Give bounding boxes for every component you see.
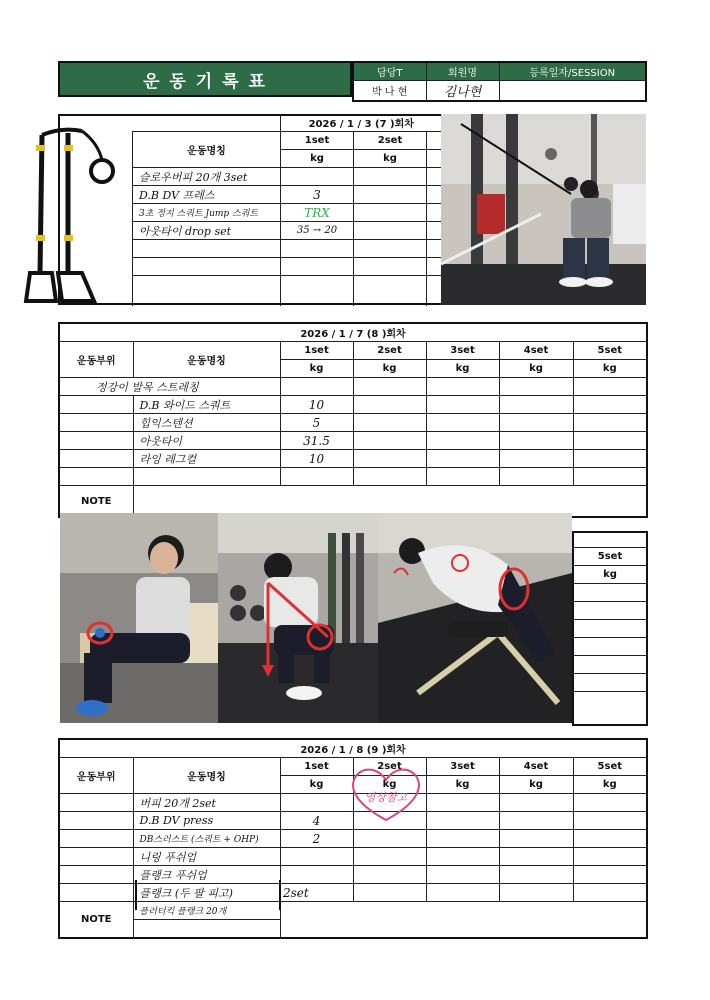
exercise-name: 힙익스텐션 — [133, 414, 280, 432]
exercise-name: 3초 정지 스쿼트 Jump 스쿼트 — [133, 204, 281, 222]
bracket-annotation — [135, 880, 281, 910]
session1-table — [132, 114, 442, 306]
table-row: D.B DV 프레스 3 — [133, 186, 442, 204]
header-info-table — [352, 61, 647, 102]
wide-squat-photo — [218, 513, 378, 723]
exercise-name: D.B DV 프레스 — [133, 186, 281, 204]
exercise-name: 플러터킥 플랭크 20개 — [133, 902, 280, 920]
header-title-box — [58, 61, 352, 97]
table-row — [59, 848, 647, 866]
exercise-name: DB스러스트 (스쿼트 + OHP) — [133, 830, 280, 848]
trainer-label: 담당T — [353, 62, 426, 81]
exercise-name: 라잉 레그컬 — [133, 450, 280, 468]
table-row: DB스러스트 (스쿼트 + OHP) 2 — [59, 830, 647, 848]
exercise-name: D.B 와이드 스쿼트 — [133, 396, 280, 414]
table-row — [133, 204, 442, 222]
session2-date: 2026 / 1 / 7 (8 )회차 — [59, 323, 647, 342]
session2-part-header: 운동부위 — [59, 342, 133, 378]
exercise-name: 플랭크 (두 팔 피고) — [133, 884, 280, 902]
table-row: 힙익스텐션 5 — [59, 414, 647, 432]
table-row: D.B DV press 4 — [59, 812, 647, 830]
session1-set2-unit: kg — [354, 150, 427, 168]
exercise-name: 정강이 발목 스트레칭 — [59, 378, 280, 396]
session1-date: 2026 / 1 / 3 (7 )회차 — [281, 114, 442, 132]
trx-strap-image — [22, 123, 132, 308]
session3-name-header: 운동명칭 — [133, 758, 280, 794]
exercise-name: 슬로우버피 20개 3set — [133, 168, 281, 186]
ankle-stretch-photo — [60, 513, 218, 723]
table-row: 아웃타이 drop set 35 → 20 — [133, 222, 442, 240]
exercise-name: 니링 푸쉬업 — [133, 848, 280, 866]
session1-set1-header: 1set — [281, 132, 354, 150]
exercise-name: 아웃타이 — [133, 432, 280, 450]
trx-mark: TRX — [281, 204, 354, 222]
exercise-name: 플랭크 푸쉬업 — [133, 866, 280, 884]
trx-squat-photo — [441, 114, 646, 305]
session2-note-label: NOTE — [59, 486, 133, 518]
page-title: 운 동 기 록 표 — [143, 71, 267, 92]
session3-table: 2026 / 1 / 8 (9 )회차 운동부위 운동명칭 1set 2set 3set 4set 5set kg kg kg kg kg 버피 20개 2set D.B DV press 4 DB스러스트 (스쿼트 + OHP) 2 니링 푸쉬업 플랭크 푸쉬업 플랭크 (두 팔 피고) NOTE 플러터킥 플랭크 20개 — [58, 738, 648, 939]
date-session-label: 등록일자/SESSION — [499, 62, 646, 81]
partial-set-unit: kg — [573, 566, 647, 584]
table-row — [133, 168, 442, 186]
bracket-2set-note: 2set — [283, 886, 309, 900]
session3-note-label: NOTE — [59, 902, 133, 939]
session2-table: 2026 / 1 / 7 (8 )회차 운동부위 운동명칭 1set 2set 3set 4set 5set kg kg kg kg kg 정강이 발목 스트레칭 D.B 와이드 스쿼트 10 힙익스텐션 5 아웃타이 31.5 라잉 레그컬 10 NOTE — [58, 322, 648, 518]
partial-set-header: 5set — [573, 548, 647, 566]
session1-set2-header: 2set — [354, 132, 427, 150]
exercise-name: 버피 20개 2set — [133, 794, 280, 812]
exercise-name: 아웃타이 drop set — [133, 222, 281, 240]
stamp-text: 영상참고 — [364, 791, 408, 804]
date-session-value — [499, 81, 646, 102]
table-row: D.B 와이드 스쿼트 10 — [59, 396, 647, 414]
table-row — [59, 378, 647, 396]
exercise-name: D.B DV press — [133, 812, 280, 830]
table-row: 라잉 레그컬 10 — [59, 450, 647, 468]
table-row: 아웃타이 31.5 — [59, 432, 647, 450]
session1-name-header: 운동명칭 — [133, 132, 281, 168]
trainer-name: 박 나 현 — [353, 81, 426, 102]
member-label: 회원명 — [426, 62, 499, 81]
session3-part-header: 운동부위 — [59, 758, 133, 794]
member-name: 김나현 — [426, 81, 499, 102]
session3-date: 2026 / 1 / 8 (9 )회차 — [59, 739, 647, 758]
partial-hidden-table — [572, 531, 648, 726]
session2-name-header: 운동명칭 — [133, 342, 280, 378]
session1-set1-unit: kg — [281, 150, 354, 168]
hip-extension-photo — [378, 513, 572, 723]
